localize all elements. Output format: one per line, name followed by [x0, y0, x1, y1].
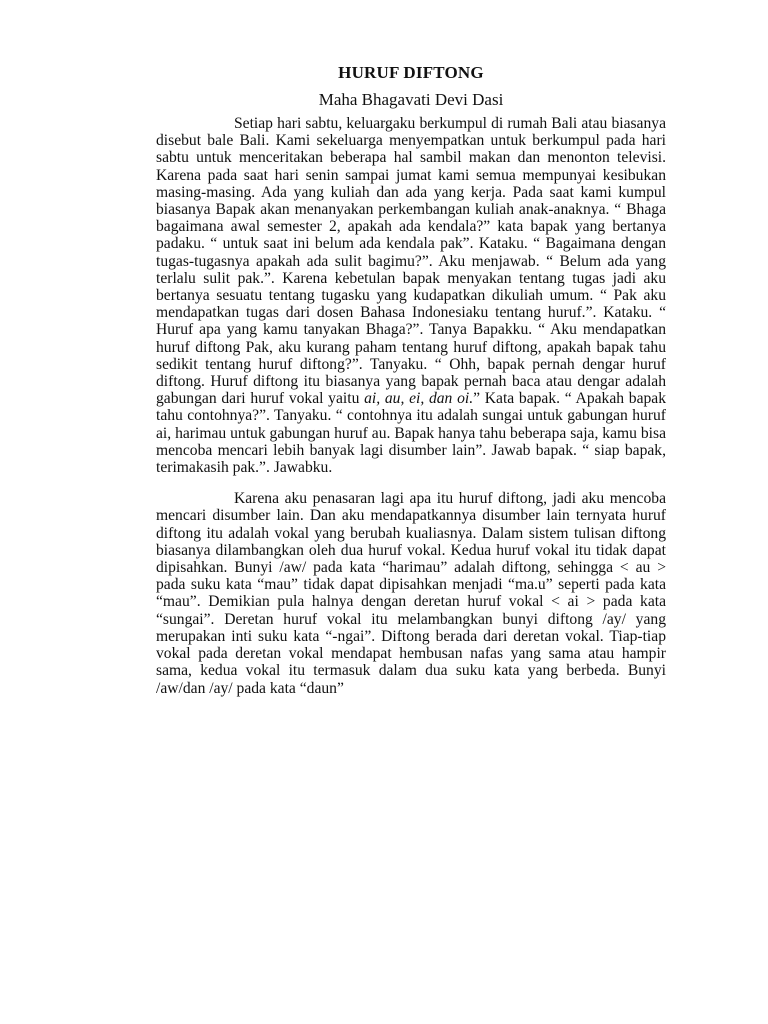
document-page [156, 62, 666, 697]
paragraph-1 [156, 115, 666, 476]
paragraph-2: Karena aku penasaran lagi apa itu huruf diftong, jadi aku mencoba mencari disumber lain. Dan aku mendapatkannya disumber lain ternyata huruf diftong itu adalah vokal yang berubah kualiasnya. Dalam sistem tulisan diftong biasanya dilambangkan oleh dua huruf vokal. Kedua huruf vokal itu tidak dapat dipisahkan. Bunyi /aw/ pada kata “harimau” adalah diftong, sehingga < au > pada suku kata “mau” tidak dapat dipisahkan menjadi “ma.u” seperti pada kata “mau”. Demikian pula halnya dengan deretan huruf vokal < ai > pada kata “sungai”. Deretan huruf vokal itu melambangkan bunyi diftong /ay/ yang merupakan inti suku kata “-ngai”. Diftong berada dari deretan vokal. Tiap-tiap vokal pada deretan vokal mendapat hembusan nafas yang sama atau hampir sama, kedua vokal itu termasuk dalam dua suku kata yang berbeda. Bunyi /aw/dan /ay/ pada kata “daun” [156, 490, 666, 697]
paragraph-1-italic-examples: ai, au, ei, dan oi. [364, 390, 474, 408]
paragraph-1-text-b: ” Kata bapak. “ Apakah bapak tahu contohnya?”. Tanyaku. “ contohnya itu adalah sungai untuk gabungan huruf ai, harimau untuk gabungan huruf au. Bapak hanya tahu beberapa saja, kamu bisa mencoba mencari lebih banyak lagi disumber lain”. Jawab bapak. “ siap bapak, terimakasih pak.”. Jawabku. [156, 390, 667, 477]
document-title: HURUF DIFTONG [338, 63, 484, 82]
paragraph-1-text-a: Setiap hari sabtu, keluargaku berkumpul di rumah Bali atau biasanya disebut bale Bali. Kami sekeluarga menyempatkan untuk berkumpul pada hari sabtu untuk menceritakan beberapa hal sambil makan dan menonton televisi. Karena pada saat hari senin sampai jumat kami semua mempunyai kesibukan masing-masing. Ada yang kuliah dan ada yang kerja. Pada saat kami kumpul biasanya Bapak akan menanyakan perkembangan kuliah anak-anaknya. “ Bhaga bagaimana awal semester 2, apakah ada kendala?” kata bapak yang bertanya padaku. “ untuk saat ini belum ada kendala pak”. Kataku. “ Bagaimana dengan tugas-tugasnya apakah ada sulit bagimu?”. Aku menjawab. “ Belum ada yang terlalu sulit pak.”. Karena kebetulan bapak menyakan tentang tugas jadi aku bertanya sesuatu tentang tugasku yang kudapatkan dikuliah umum. “ Pak aku mendapatkan tugas dari dosen Bahasa Indonesiaku tentang huruf.”. Kataku. “ Huruf apa yang kamu tanyakan Bhaga?”. Tanya Bapakku. “ Aku mendapatkan huruf diftong Pak, aku kurang paham tentang huruf diftong, apakah bapak tahu sedikit tentang huruf diftong?”. Tanyaku. “ Ohh, bapak pernah dengar huruf diftong. Huruf diftong itu biasanya yang bapak pernah baca atau dengar adalah gabungan dari huruf vokal yaitu [156, 115, 666, 408]
document-author: Maha Bhagavati Devi Dasi [318, 90, 504, 109]
